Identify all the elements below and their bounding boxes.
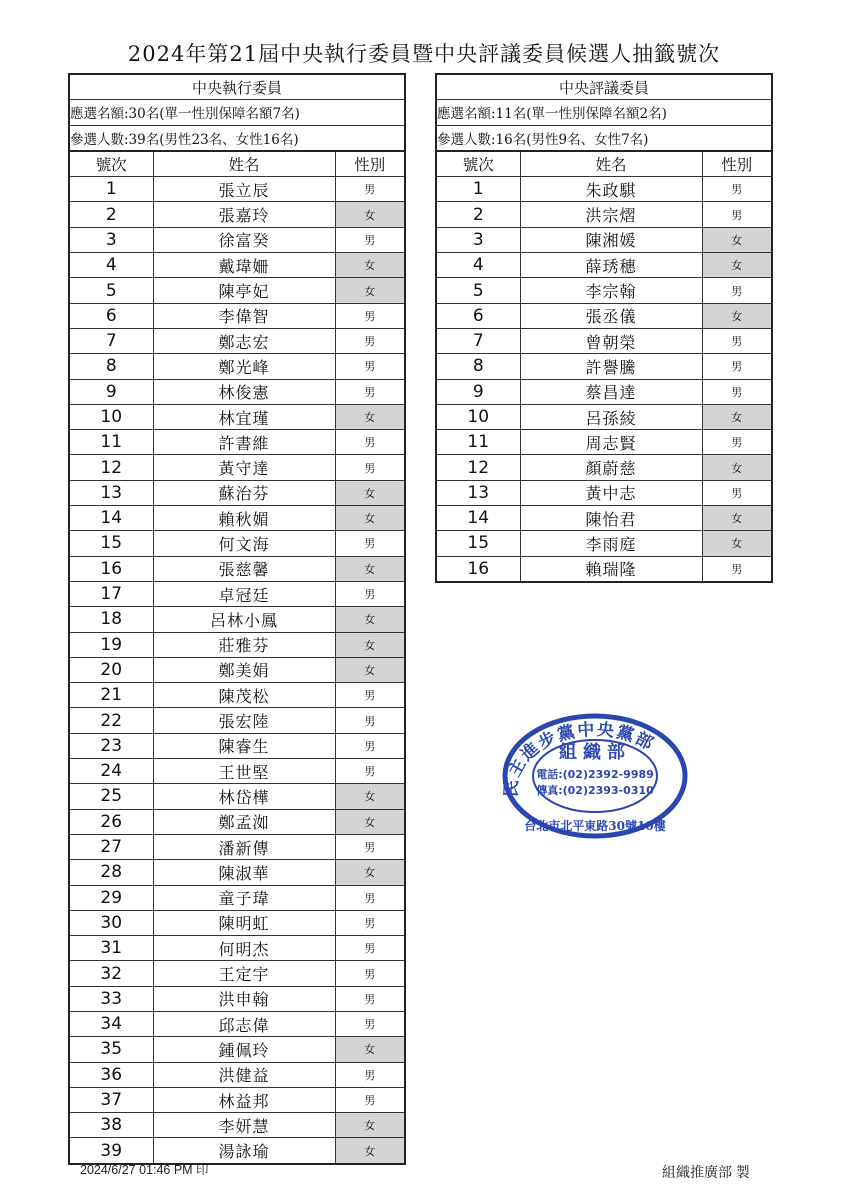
candidate-number: 23 [69,733,153,758]
candidate-name: 鄭美娟 [153,657,335,682]
candidate-number: 16 [69,556,153,581]
quota-row [69,100,405,125]
table-row [69,227,405,252]
candidate-number: 12 [436,455,520,480]
table-row [436,328,772,353]
candidate-number: 19 [69,632,153,657]
candidate-name: 林宜瑾 [153,404,335,429]
candidate-number: 14 [436,506,520,531]
candidate-name: 呂孫綾 [520,404,702,429]
candidate-number: 30 [69,910,153,935]
candidate-gender: 女 [702,227,772,252]
header-row [436,151,772,177]
candidate-number: 17 [69,581,153,606]
table-row [69,936,405,961]
table-row [69,1011,405,1036]
issuer-label: 組織推廣部 製 [662,1164,750,1180]
candidate-gender: 男 [335,303,405,328]
candidate-gender: 男 [335,961,405,986]
candidate-number: 10 [69,404,153,429]
candidate-number: 12 [69,455,153,480]
table-row [69,430,405,455]
candidate-name: 鍾佩玲 [153,1037,335,1062]
candidate-name: 王世堅 [153,759,335,784]
table-row [69,202,405,227]
candidate-number: 31 [69,936,153,961]
candidate-name: 陳睿生 [153,733,335,758]
candidate-number: 13 [436,480,520,505]
candidate-gender: 男 [335,986,405,1011]
table-row [436,480,772,505]
candidate-number: 6 [436,303,520,328]
candidate-number: 9 [69,379,153,404]
candidate-gender: 女 [335,404,405,429]
candidate-number: 6 [69,303,153,328]
table-title: 中央評議委員 [436,74,772,100]
candidate-gender: 男 [335,354,405,379]
candidate-name: 薛琇穗 [520,253,702,278]
header-number: 號次 [436,151,520,177]
candidate-number: 26 [69,809,153,834]
candidate-name: 林俊憲 [153,379,335,404]
candidate-gender: 男 [335,1011,405,1036]
table-row [69,683,405,708]
candidate-name: 林岱樺 [153,784,335,809]
candidate-number: 2 [436,202,520,227]
table-title-row [69,74,405,100]
candidate-name: 陳怡君 [520,506,702,531]
candidate-number: 1 [69,177,153,202]
candidate-name: 周志賢 [520,430,702,455]
candidate-number: 24 [69,759,153,784]
table-row [69,657,405,682]
candidate-gender: 女 [702,531,772,556]
candidate-gender: 男 [335,227,405,252]
candidate-number: 10 [436,404,520,429]
candidate-gender: 女 [335,632,405,657]
table-row [69,885,405,910]
candidate-name: 許譽騰 [520,354,702,379]
candidate-name: 顏蔚慈 [520,455,702,480]
candidate-gender: 男 [702,328,772,353]
candidate-name: 林益邦 [153,1087,335,1112]
candidate-number: 28 [69,860,153,885]
candidate-number: 7 [69,328,153,353]
table-row [69,632,405,657]
candidate-name: 陳亭妃 [153,278,335,303]
candidate-number: 27 [69,834,153,859]
candidate-number: 3 [436,227,520,252]
candidate-name: 賴瑞隆 [520,556,702,582]
candidate-name: 鄭志宏 [153,328,335,353]
table-row [69,556,405,581]
party-seal-stamp [500,712,690,840]
candidate-name: 陳湘媛 [520,227,702,252]
header-name: 姓名 [153,151,335,177]
table-row [69,910,405,935]
candidate-name: 洪宗熠 [520,202,702,227]
table-row [69,404,405,429]
table-row [69,986,405,1011]
table-row [69,708,405,733]
candidate-number: 2 [69,202,153,227]
candidate-name: 潘新傳 [153,834,335,859]
table-row [436,278,772,303]
executive-committee-table [68,73,406,1165]
table-row [69,303,405,328]
candidate-gender: 女 [335,860,405,885]
table-row [436,354,772,379]
participants-text: 參選人數:16名(男性9名、女性7名) [436,125,772,151]
candidate-gender: 男 [335,1087,405,1112]
candidate-gender: 女 [335,480,405,505]
candidate-gender: 男 [335,328,405,353]
table-row [436,202,772,227]
candidate-name: 李雨庭 [520,531,702,556]
table-row [436,379,772,404]
candidate-gender: 男 [335,531,405,556]
candidate-name: 張慈馨 [153,556,335,581]
candidate-gender: 女 [702,404,772,429]
candidate-number: 4 [436,253,520,278]
table-row [69,1087,405,1112]
candidate-gender: 男 [335,177,405,202]
stamp-outer-text: 民主進步黨中央黨部 [501,719,658,798]
table-row [69,506,405,531]
candidate-gender: 男 [335,581,405,606]
candidate-name: 李偉智 [153,303,335,328]
candidate-number: 14 [69,506,153,531]
table-row [69,354,405,379]
candidate-number: 9 [436,379,520,404]
candidate-name: 呂林小鳳 [153,607,335,632]
candidate-number: 15 [69,531,153,556]
quota-row [436,100,772,125]
candidate-name: 李妍慧 [153,1113,335,1138]
candidate-gender: 男 [702,379,772,404]
table-row [436,404,772,429]
table-row [69,480,405,505]
candidate-gender: 女 [335,607,405,632]
table-row [436,556,772,582]
candidate-number: 22 [69,708,153,733]
header-row [69,151,405,177]
table-row [69,1037,405,1062]
candidate-gender: 男 [335,430,405,455]
candidate-name: 賴秋媚 [153,506,335,531]
candidate-name: 戴瑋姍 [153,253,335,278]
candidate-gender: 女 [335,253,405,278]
candidate-gender: 男 [335,1062,405,1087]
candidate-number: 38 [69,1113,153,1138]
stamp-department: 組織部 [559,742,631,763]
candidate-name: 洪健益 [153,1062,335,1087]
candidate-name: 許書維 [153,430,335,455]
candidate-number: 20 [69,657,153,682]
candidate-name: 黃守達 [153,455,335,480]
candidate-number: 21 [69,683,153,708]
candidate-name: 陳茂松 [153,683,335,708]
candidate-name: 湯詠瑜 [153,1138,335,1164]
candidate-name: 莊雅芬 [153,632,335,657]
candidate-number: 7 [436,328,520,353]
candidate-gender: 女 [335,556,405,581]
table-title: 中央執行委員 [69,74,405,100]
stamp-address: 台北市北平東路30號10樓 [524,819,666,833]
candidate-gender: 女 [335,657,405,682]
candidate-name: 朱政騏 [520,177,702,202]
table-row [69,860,405,885]
candidate-gender: 女 [335,278,405,303]
candidate-number: 8 [69,354,153,379]
stamp-phone: 電話:(02)2392-9989 [536,768,654,781]
candidate-number: 33 [69,986,153,1011]
table-row [436,227,772,252]
candidate-number: 29 [69,885,153,910]
review-committee-table [435,73,773,583]
candidate-gender: 男 [702,480,772,505]
candidate-gender: 男 [335,759,405,784]
candidate-gender: 男 [702,556,772,582]
candidate-gender: 男 [702,354,772,379]
table-row [69,379,405,404]
table-row [69,607,405,632]
header-name: 姓名 [520,151,702,177]
candidate-gender: 男 [335,834,405,859]
candidate-name: 鄭光峰 [153,354,335,379]
document-title: 2024年第21屆中央執行委員暨中央評議委員候選人抽籤號次 [127,42,721,66]
candidate-name: 曾朝榮 [520,328,702,353]
table-row [69,278,405,303]
candidate-gender: 男 [335,379,405,404]
candidate-gender: 男 [702,430,772,455]
candidate-gender: 男 [702,278,772,303]
candidate-gender: 女 [335,1138,405,1164]
candidate-name: 陳淑華 [153,860,335,885]
print-timestamp: 2024/6/27 01:46 PM 印 [80,1163,209,1177]
candidate-number: 1 [436,177,520,202]
candidate-name: 童子瑋 [153,885,335,910]
candidate-number: 25 [69,784,153,809]
candidate-gender: 男 [335,455,405,480]
candidate-number: 39 [69,1138,153,1164]
table-row [69,784,405,809]
candidate-gender: 男 [702,202,772,227]
candidate-number: 36 [69,1062,153,1087]
header-gender: 性別 [335,151,405,177]
table-row [69,834,405,859]
candidate-gender: 女 [335,202,405,227]
candidate-name: 蘇治芬 [153,480,335,505]
candidate-gender: 女 [335,784,405,809]
candidate-name: 陳明虹 [153,910,335,935]
candidate-number: 5 [436,278,520,303]
candidate-name: 王定宇 [153,961,335,986]
candidate-gender: 男 [702,177,772,202]
candidate-name: 張宏陸 [153,708,335,733]
stamp-fax: 傳真:(02)2393-0310 [536,784,654,797]
header-gender: 性別 [702,151,772,177]
candidate-number: 35 [69,1037,153,1062]
candidate-name: 何明杰 [153,936,335,961]
table-row [436,303,772,328]
table-row [69,759,405,784]
candidate-gender: 女 [335,1037,405,1062]
table-row [436,253,772,278]
candidate-gender: 男 [335,733,405,758]
table-row [69,177,405,202]
candidate-name: 鄭孟洳 [153,809,335,834]
table-row [69,1113,405,1138]
table-row [69,809,405,834]
table-row [436,177,772,202]
candidate-gender: 女 [702,506,772,531]
table-row [436,430,772,455]
candidate-gender: 男 [335,708,405,733]
candidate-name: 邱志偉 [153,1011,335,1036]
candidate-gender: 男 [335,936,405,961]
candidate-number: 18 [69,607,153,632]
table-row [69,253,405,278]
participants-row [69,125,405,151]
candidate-name: 張立辰 [153,177,335,202]
candidate-gender: 女 [702,253,772,278]
candidate-name: 李宗翰 [520,278,702,303]
participants-row [436,125,772,151]
candidate-number: 16 [436,556,520,582]
candidate-number: 11 [436,430,520,455]
quota-text: 應選名額:30名(單一性別保障名額7名) [69,100,405,125]
candidate-gender: 女 [335,809,405,834]
candidate-number: 37 [69,1087,153,1112]
candidate-number: 4 [69,253,153,278]
candidate-name: 洪申翰 [153,986,335,1011]
candidate-number: 3 [69,227,153,252]
table-row [436,506,772,531]
candidate-gender: 男 [335,910,405,935]
candidate-number: 13 [69,480,153,505]
table-row [69,455,405,480]
candidate-number: 5 [69,278,153,303]
candidate-gender: 男 [335,683,405,708]
candidate-gender: 女 [702,455,772,480]
table-row [69,581,405,606]
candidate-number: 11 [69,430,153,455]
candidate-name: 徐富癸 [153,227,335,252]
table-row [436,455,772,480]
candidate-name: 何文海 [153,531,335,556]
candidate-gender: 女 [702,303,772,328]
table-row [69,733,405,758]
candidate-name: 卓冠廷 [153,581,335,606]
table-row [69,531,405,556]
table-row [69,328,405,353]
candidate-gender: 女 [335,506,405,531]
candidate-name: 蔡昌達 [520,379,702,404]
candidate-name: 黃中志 [520,480,702,505]
candidate-name: 張丞儀 [520,303,702,328]
candidate-number: 8 [436,354,520,379]
candidate-number: 34 [69,1011,153,1036]
candidate-number: 15 [436,531,520,556]
candidate-name: 張嘉玲 [153,202,335,227]
candidate-number: 32 [69,961,153,986]
quota-text: 應選名額:11名(單一性別保障名額2名) [436,100,772,125]
candidate-gender: 男 [335,885,405,910]
candidate-gender: 女 [335,1113,405,1138]
header-number: 號次 [69,151,153,177]
participants-text: 參選人數:39名(男性23名、女性16名) [69,125,405,151]
table-row [69,961,405,986]
table-title-row [436,74,772,100]
table-row [436,531,772,556]
table-row [69,1062,405,1087]
